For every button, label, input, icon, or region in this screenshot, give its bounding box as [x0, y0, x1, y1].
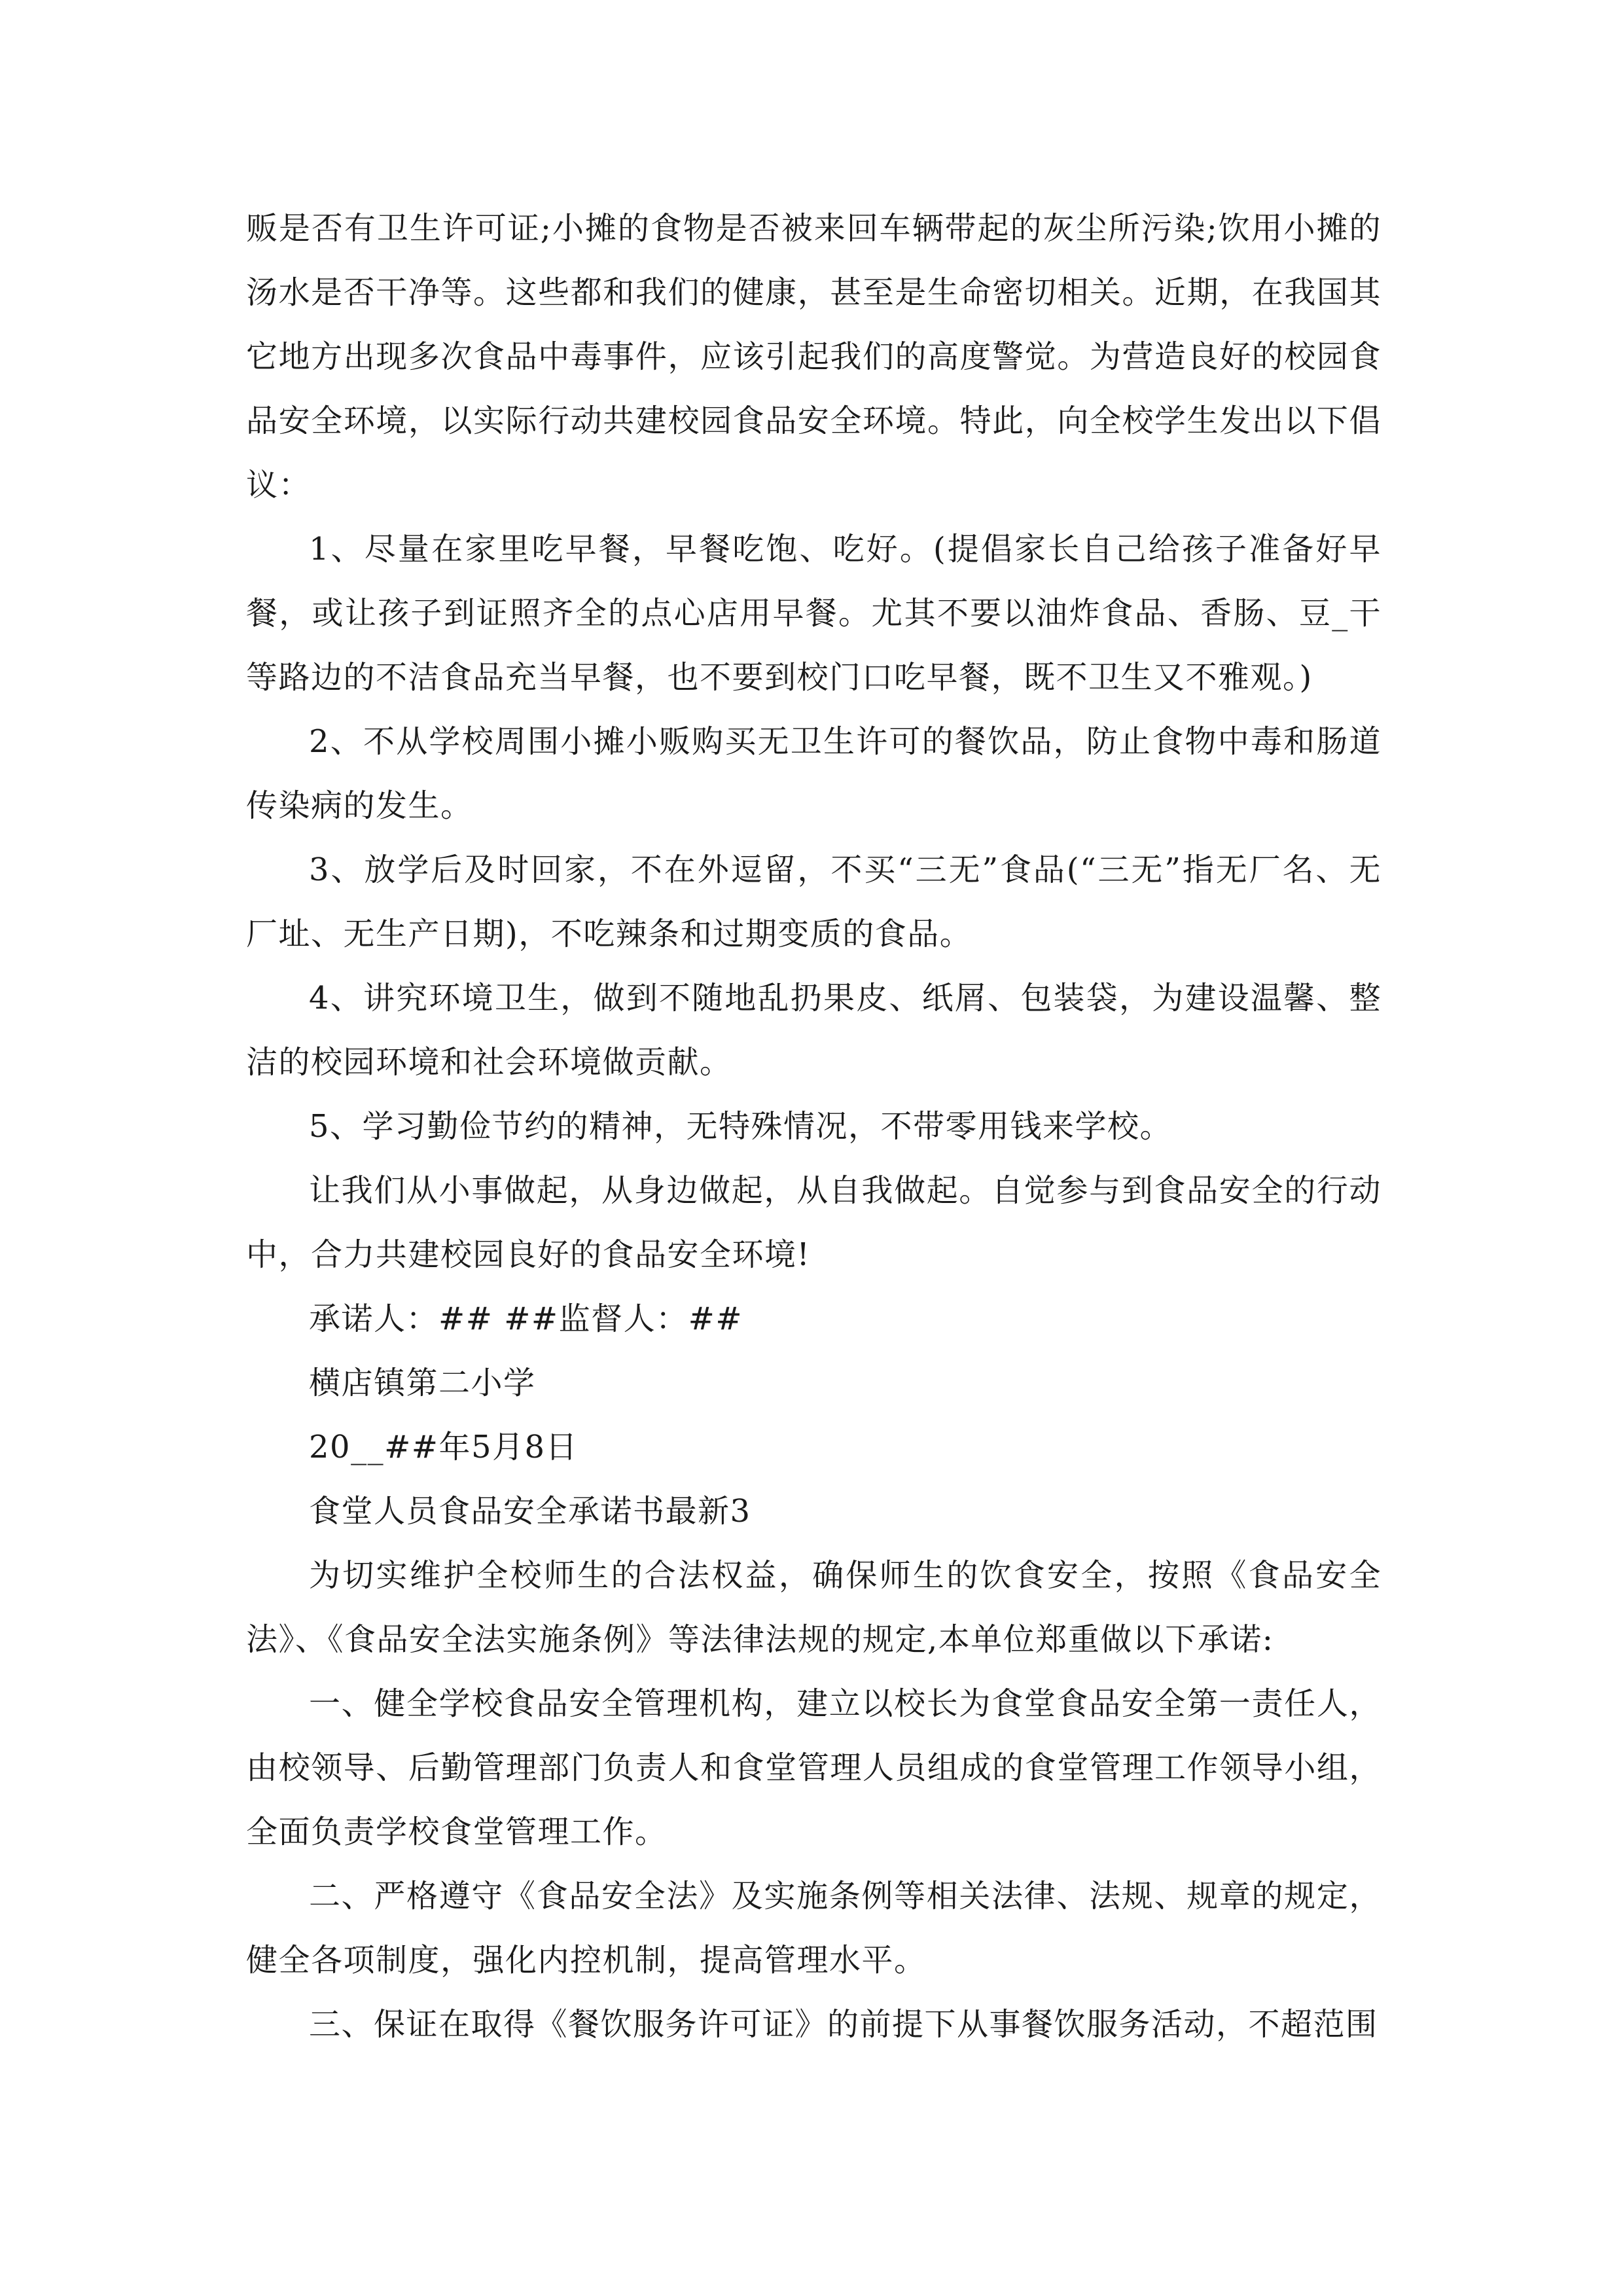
paragraph-closing-call: 让我们从小事做起，从身边做起，从自我做起。自觉参与到食品安全的行动中，合力共建校园良好的食品安全环境! — [246, 1172, 1382, 1273]
paragraph-commitment-intro: 为切实维护全校师生的合法权益，确保师生的饮食安全，按照《食品安全法》、《食品安全法实施条例》等法律法规的规定,本单位郑重做以下承诺: — [246, 1557, 1382, 1658]
paragraph-proposal-4: 4、讲究环境卫生，做到不随地乱扔果皮、纸屑、包装袋，为建设温馨、整洁的校园环境和社会环境做贡献。 — [246, 980, 1382, 1081]
paragraph-commitment-3: 三、保证在取得《餐饮服务许可证》的前提下从事餐饮服务活动，不超范围 — [309, 2006, 1378, 2043]
paragraph-proposal-3: 3、放学后及时回家，不在外逗留，不买“三无”食品(“三无”指无厂名、无厂址、无生产日期)，不吃辣条和过期变质的食品。 — [246, 852, 1382, 952]
paragraph-commitment-1: 一、健全学校食品安全管理机构，建立以校长为食堂食品安全第一责任人，由校领导、后勤管理部门负责人和食堂管理人员组成的食堂管理工作领导小组，全面负责学校食堂管理工作。 — [246, 1685, 1382, 1850]
document-body — [246, 196, 1382, 2056]
signature-line: 承诺人：## ##监督人：## — [309, 1300, 743, 1337]
paragraph-commitment-2: 二、严格遵守《食品安全法》及实施条例等相关法律、法规、规章的规定，健全各项制度，强化内控机制，提高管理水平。 — [246, 1878, 1382, 1979]
paragraph-proposal-2: 2、不从学校周围小摊小贩购买无卫生许可的餐饮品，防止食物中毒和肠道传染病的发生。 — [246, 723, 1382, 824]
paragraph-proposal-1: 1、尽量在家里吃早餐，早餐吃饱、吃好。(提倡家长自己给孩子准备好早餐，或让孩子到证照齐全的点心店用早餐。尤其不要以油炸食品、香肠、豆_干等路边的不洁食品充当早餐，也不要到校门口吃早餐，既不卫生又不雅观。) — [246, 531, 1382, 696]
document-date: 20__##年5月8日 — [309, 1429, 579, 1465]
school-name: 横店镇第二小学 — [309, 1365, 536, 1401]
paragraph-proposal-5: 5、学习勤俭节约的精神，无特殊情况，不带零用钱来学校。 — [309, 1108, 1173, 1145]
paragraph-intro: 贩是否有卫生许可证;小摊的食物是否被来回车辆带起的灰尘所污染;饮用小摊的汤水是否干净等。这些都和我们的健康，甚至是生命密切相关。近期，在我国其它地方出现多次食品中毒事件，应该引起我们的高度警觉。为营造良好的校园食品安全环境，以实际行动共建校园食品安全环境。特此，向全校学生发出以下倡议： — [246, 210, 1382, 503]
section-title: 食堂人员食品安全承诺书最新3 — [309, 1493, 751, 1530]
